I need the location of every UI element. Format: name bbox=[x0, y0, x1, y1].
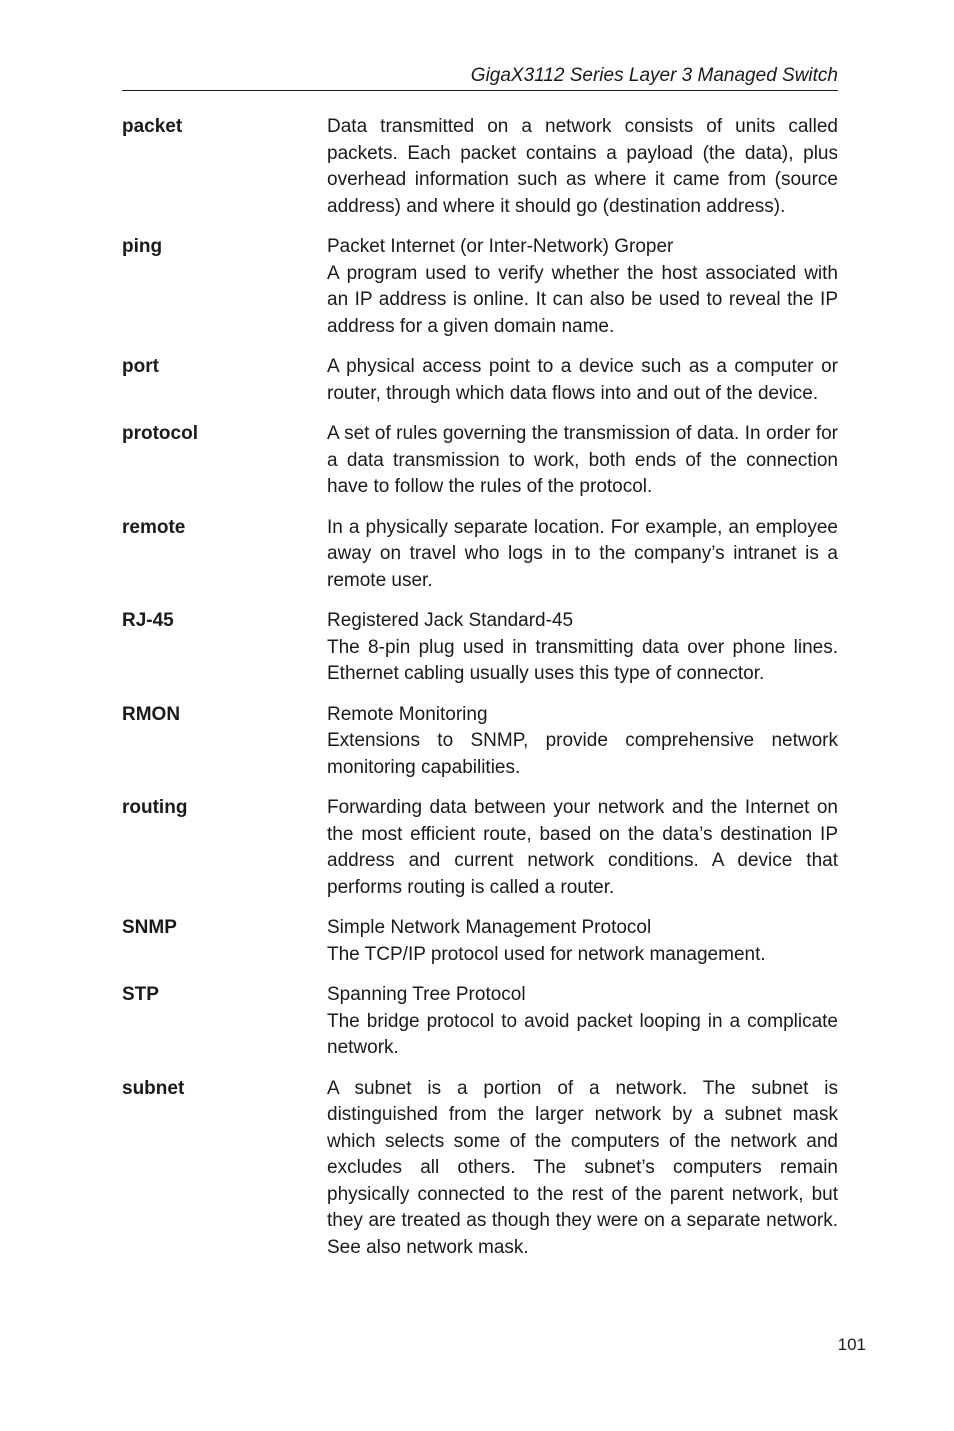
page-number: 101 bbox=[837, 1335, 866, 1354]
definition-paragraph: Packet Internet (or Inter-Network) Groper bbox=[327, 236, 674, 257]
glossary-definition bbox=[327, 795, 838, 901]
glossary-definition bbox=[327, 608, 838, 688]
definition-paragraph: Remote Monitoring bbox=[327, 703, 488, 725]
glossary-definition bbox=[327, 1076, 838, 1262]
glossary-definition bbox=[327, 702, 838, 782]
glossary-list bbox=[122, 114, 838, 1275]
glossary-term: packet bbox=[122, 116, 183, 137]
glossary-term: remote bbox=[122, 516, 186, 538]
definition-paragraph: Data transmitted on a network consists of units called packets. Each packet contains a payload (the data), plus overhead information such as where it came from (source address) and where it should go (destination address). bbox=[327, 116, 838, 217]
definition-paragraph: Simple Network Management Protocol bbox=[327, 917, 652, 938]
glossary-entry bbox=[122, 354, 838, 407]
glossary-term: ping bbox=[122, 236, 163, 257]
definition-paragraph: The 8-pin plug used in transmitting data over phone lines. Ethernet cabling usually uses this type of connector. bbox=[327, 636, 838, 684]
glossary-term: STP bbox=[122, 984, 159, 1005]
glossary-term: SNMP bbox=[122, 917, 177, 938]
running-header bbox=[122, 64, 838, 91]
definition-paragraph: A program used to verify whether the host associated with an IP address is online. It can also be used to reveal the IP address for a given domain name. bbox=[327, 262, 838, 337]
header-title: GigaX3112 Series Layer 3 Managed Switch bbox=[470, 65, 838, 86]
glossary-entry bbox=[122, 234, 838, 340]
glossary-term: routing bbox=[122, 797, 188, 818]
glossary-definition bbox=[327, 982, 838, 1062]
glossary-term: RMON bbox=[122, 703, 181, 725]
glossary-entry bbox=[122, 1076, 838, 1262]
definition-paragraph: Extensions to SNMP, provide comprehensive network monitoring capabilities. bbox=[327, 730, 838, 778]
glossary-entry bbox=[122, 915, 838, 968]
glossary-entry bbox=[122, 515, 838, 595]
definition-paragraph: Forwarding data between your network and the Internet on the most efficient route, based on the data’s destination IP address and current network conditions. A device that performs routing is called a router. bbox=[327, 797, 838, 898]
glossary-entry bbox=[122, 421, 838, 501]
glossary-definition bbox=[327, 421, 838, 501]
glossary-definition bbox=[327, 114, 838, 220]
glossary-term: subnet bbox=[122, 1077, 185, 1099]
glossary-definition bbox=[327, 354, 838, 407]
glossary-entry bbox=[122, 702, 838, 782]
definition-paragraph: In a physically separate location. For example, an employee away on travel who logs in to the company’s intranet is a remote user. bbox=[327, 516, 838, 591]
glossary-entry bbox=[122, 114, 838, 220]
glossary-definition bbox=[327, 234, 838, 340]
glossary-entry bbox=[122, 982, 838, 1062]
glossary-definition bbox=[327, 515, 838, 595]
definition-paragraph: Spanning Tree Protocol bbox=[327, 984, 526, 1005]
glossary-definition bbox=[327, 915, 838, 968]
glossary-term: protocol bbox=[122, 423, 198, 444]
definition-paragraph: The bridge protocol to avoid packet looping in a complicate network. bbox=[327, 1010, 838, 1058]
definition-paragraph: The TCP/IP protocol used for network management. bbox=[327, 943, 766, 965]
definition-paragraph: Registered Jack Standard-45 bbox=[327, 610, 574, 631]
glossary-entry bbox=[122, 795, 838, 901]
glossary-entry bbox=[122, 608, 838, 688]
definition-paragraph: A subnet is a portion of a network. The subnet is distinguished from the larger network by a subnet mask which selects some of the computers of the network and excludes all others. The subnet’s computers remain physically connected to the rest of the parent network, but they are treated as though they were on a separate network. See also network mask. bbox=[327, 1077, 838, 1258]
glossary-term: port bbox=[122, 356, 159, 377]
definition-paragraph: A set of rules governing the transmission of data. In order for a data transmission to work, both ends of the connection have to follow the rules of the protocol. bbox=[327, 423, 838, 497]
definition-paragraph: A physical access point to a device such as a computer or router, through which data flows into and out of the device. bbox=[327, 356, 838, 404]
glossary-term: RJ-45 bbox=[122, 610, 174, 631]
